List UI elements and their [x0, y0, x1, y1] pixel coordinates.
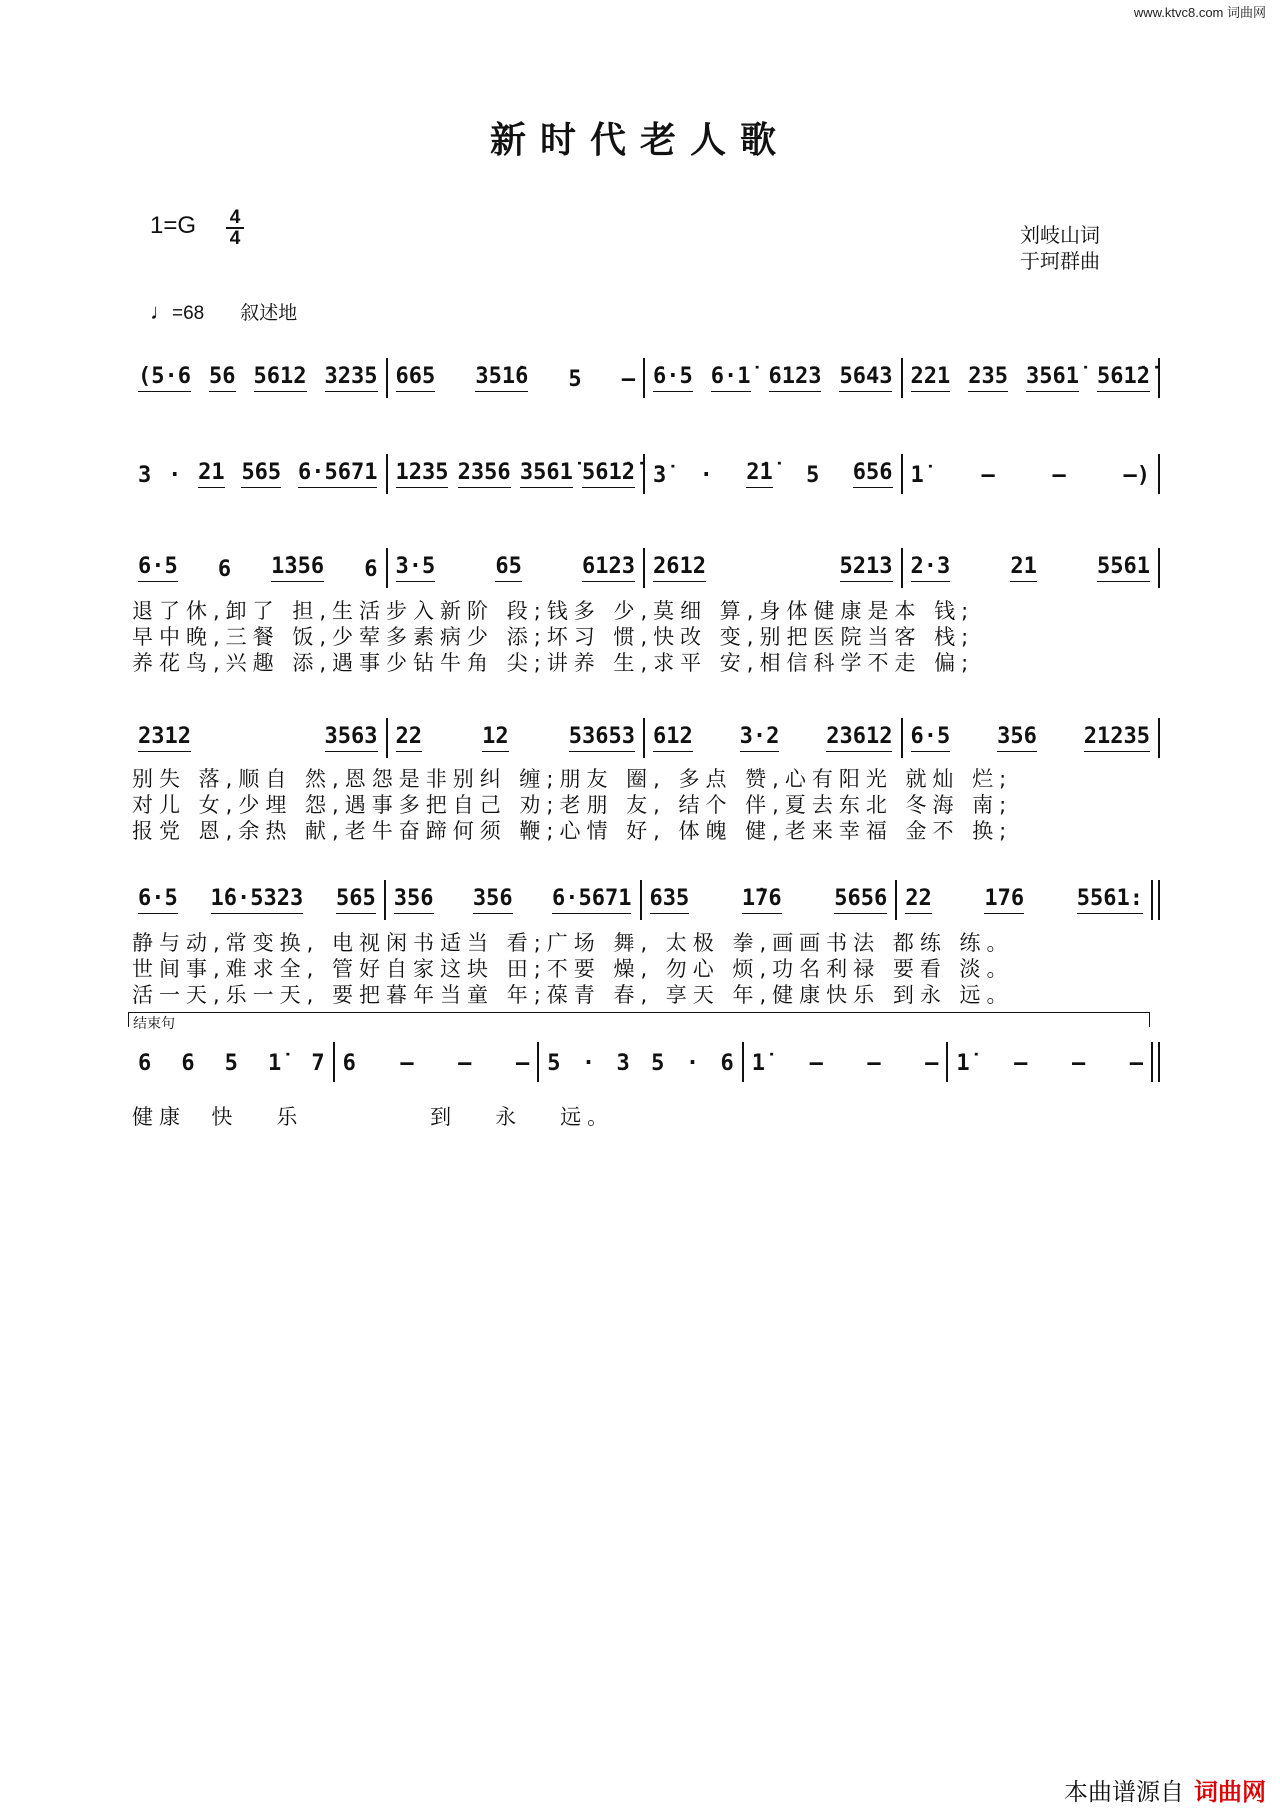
- barline: [1158, 358, 1160, 398]
- note-group: 23612: [826, 724, 892, 752]
- note-group: 6: [217, 557, 232, 582]
- measure: [130, 880, 384, 920]
- note-group: –: [981, 463, 995, 488]
- note-group: 6·5: [138, 554, 178, 582]
- time-sig-bottom: 4: [229, 228, 241, 249]
- staff-6: [130, 1042, 1160, 1082]
- note-group: 565: [336, 886, 376, 914]
- site-url: www.ktvc8.com 词曲网: [1133, 5, 1266, 20]
- note-group: ·: [581, 1051, 596, 1076]
- note-group: 221: [911, 364, 951, 392]
- note-group: 5: [806, 463, 820, 488]
- note-group: 2356: [458, 460, 511, 488]
- note-group: 2·3: [911, 554, 951, 582]
- lyric-line: 报党 恩,余热 献,老牛奋蹄何须 鞭;心情 好, 体魄 健,老来幸福 金不 换;: [132, 819, 1013, 843]
- note-group: –: [458, 1051, 472, 1076]
- measure: [645, 454, 901, 494]
- note-group: 6123: [769, 364, 822, 392]
- note-group: 2̇1̇: [746, 460, 773, 488]
- note-group: 561̇2̇: [1097, 364, 1150, 392]
- staff-3: [130, 548, 1160, 588]
- measure: [386, 880, 640, 920]
- tempo-bpm: =68: [172, 303, 205, 324]
- lyric-line: 活一天,乐一天, 要把暮年当童 年;葆青 春, 享天 年,健康快乐 到永 远。: [132, 983, 1014, 1007]
- note-group: 6: [342, 1051, 356, 1076]
- lyric-line: 静与动,常变换, 电视闲书适当 看;广场 舞, 太极 拳,画画书法 都练 练。: [132, 931, 1014, 955]
- note-group: –): [1123, 463, 1150, 488]
- note-group: 561̇2̇: [582, 460, 635, 488]
- song-title: 新时代老人歌: [489, 119, 790, 161]
- lyric-line: 别失 落,顺自 然,恩怨是非别纠 缠;朋友 圈, 多点 赞,心有阳光 就灿 烂;: [132, 767, 1013, 791]
- note-group: (5·6: [138, 364, 191, 392]
- expression-mark: 叙述地: [240, 302, 298, 324]
- barline: [1158, 718, 1160, 758]
- measure: [388, 454, 644, 494]
- staff-5: [130, 880, 1160, 920]
- note-group: 12: [482, 724, 509, 752]
- note-group: 1̇: [910, 463, 924, 488]
- note-group: 3563: [325, 724, 378, 752]
- quarter-note-icon: ♩: [150, 299, 172, 324]
- note-group: 6123: [582, 554, 635, 582]
- note-group: 7: [311, 1051, 325, 1076]
- note-group: 56: [209, 364, 236, 392]
- footer-source: 本曲谱源自: [1064, 1778, 1184, 1806]
- measure: [645, 718, 901, 758]
- measure: [388, 718, 644, 758]
- ending-bracket: [128, 1012, 1150, 1032]
- note-group: 3: [138, 463, 152, 488]
- measure: [903, 548, 1159, 588]
- note-group: 5561: [1097, 554, 1150, 582]
- note-group: 356: [394, 886, 434, 914]
- note-group: 5: [651, 1051, 665, 1076]
- note-group: ·: [168, 463, 182, 488]
- time-sig-top: 4: [229, 207, 241, 228]
- measure: [642, 880, 896, 920]
- note-group: –: [1071, 1051, 1086, 1076]
- note-group: 5612: [254, 364, 307, 392]
- note-group: 6: [138, 1051, 152, 1076]
- tempo-marking: [150, 298, 297, 325]
- note-group: 235: [968, 364, 1008, 392]
- note-group: 5: [568, 367, 582, 392]
- note-group: 1̇: [956, 1051, 970, 1076]
- note-group: 1̇76: [742, 886, 782, 914]
- lyric-line: 养花鸟,兴趣 添,遇事少钻牛角 尖;讲养 生,求平 安,相信科学不走 偏;: [132, 651, 975, 675]
- note-group: 1̇: [267, 1051, 282, 1076]
- note-group: 5561:: [1077, 886, 1143, 914]
- note-group: 1̇356: [271, 554, 324, 582]
- footer: [1064, 1772, 1266, 1807]
- ending-label: 结束句: [133, 1016, 175, 1032]
- note-group: 5213: [840, 554, 893, 582]
- barline: [1158, 548, 1160, 588]
- measure: [903, 718, 1159, 758]
- key-signature: 1=G: [150, 212, 197, 239]
- note-group: 176: [984, 886, 1024, 914]
- note-group: 22: [396, 724, 423, 752]
- footer-brand: 词曲网: [1194, 1778, 1266, 1806]
- note-group: 6·5: [138, 886, 178, 914]
- note-group: 6·1̇: [711, 364, 751, 392]
- lyric-line: 退了休,卸了 担,生活步入新阶 段;钱多 少,莫细 算,身体健康是本 钱;: [132, 599, 975, 623]
- note-group: 612: [653, 724, 693, 752]
- measure: [388, 548, 644, 588]
- lyric-line: 对儿 女,少埋 怨,遇事多把自己 劝;老朋 友, 结个 伴,夏去东北 冬海 南;: [132, 793, 1013, 817]
- note-group: ·: [685, 1051, 700, 1076]
- note-group: 22: [905, 886, 932, 914]
- measure: [539, 1042, 742, 1082]
- note-group: 356: [473, 886, 513, 914]
- staff-1: [130, 358, 1160, 398]
- lyricist: 刘岐山词: [1020, 223, 1100, 247]
- note-group: 6·5671: [552, 886, 631, 914]
- note-group: –: [1129, 1051, 1143, 1076]
- time-signature: [226, 208, 244, 248]
- lyric-line: 早中晚,三餐 饭,少荤多素病少 添;坏习 惯,快改 变,别把医院当客 栈;: [132, 625, 975, 649]
- note-group: 2612: [653, 554, 706, 582]
- measure: [130, 358, 386, 398]
- measure: [903, 358, 1159, 398]
- lyrics-block-2: [132, 766, 1160, 844]
- note-group: –: [925, 1051, 939, 1076]
- note-group: 6·5: [911, 724, 951, 752]
- note-group: –: [1014, 1051, 1028, 1076]
- measure: [948, 1042, 1151, 1082]
- note-group: 21: [198, 460, 225, 488]
- note-group: 21235: [1084, 724, 1150, 752]
- note-group: 5: [547, 1051, 561, 1076]
- note-group: 656: [853, 460, 893, 488]
- staff-4: [130, 718, 1160, 758]
- note-group: –: [400, 1051, 414, 1076]
- note-group: 1̇: [751, 1051, 766, 1076]
- measure: [130, 548, 386, 588]
- lyric-line: 世间事,难求全, 管好自家这块 田;不要 燥, 勿心 烦,功名利禄 要看 淡。: [132, 957, 1014, 981]
- note-group: 6: [720, 1051, 734, 1076]
- note-group: 3̇: [653, 463, 667, 488]
- note-group: 356: [997, 724, 1037, 752]
- note-group: 665: [396, 364, 436, 392]
- note-group: 6·5671: [298, 460, 377, 488]
- note-group: 5: [224, 1051, 238, 1076]
- measure: [645, 548, 901, 588]
- note-group: 351̇6: [475, 364, 528, 392]
- note-group: 6·5: [653, 364, 693, 392]
- measure: [388, 358, 644, 398]
- lyrics-block-4: [132, 1104, 1160, 1130]
- note-group: 2312: [138, 724, 191, 752]
- note-group: 635: [650, 886, 690, 914]
- measure: [130, 454, 386, 494]
- note-group: 3: [616, 1051, 630, 1076]
- lyrics-block-3: [132, 930, 1160, 1008]
- note-group: 6: [181, 1051, 195, 1076]
- note-group: –: [1052, 463, 1066, 488]
- measure: [903, 454, 1159, 494]
- note-group: 1235: [396, 460, 449, 488]
- measure: [744, 1042, 947, 1082]
- note-group: –: [621, 367, 635, 392]
- measure: [130, 718, 386, 758]
- double-barline: [1151, 1042, 1160, 1082]
- barline: [1158, 454, 1160, 494]
- note-group: 3561̇: [520, 460, 573, 488]
- note-group: 3·5: [396, 554, 436, 582]
- measure: [130, 1042, 333, 1082]
- note-group: 3·2: [740, 724, 780, 752]
- note-group: 5656: [834, 886, 887, 914]
- note-group: 565: [241, 460, 281, 488]
- measure: [335, 1042, 538, 1082]
- lyric-line: 健康 快 乐 到 永 远。: [132, 1105, 615, 1129]
- measure: [897, 880, 1151, 920]
- measure: [645, 358, 901, 398]
- note-group: –: [867, 1051, 881, 1076]
- composer: 于珂群曲: [1020, 249, 1100, 273]
- double-barline: [1151, 880, 1160, 920]
- note-group: 6: [364, 557, 378, 582]
- note-group: 53653: [569, 724, 635, 752]
- note-group: 65: [495, 554, 522, 582]
- staff-2: [130, 454, 1160, 494]
- note-group: –: [515, 1051, 530, 1076]
- note-group: 3561̇: [1026, 364, 1079, 392]
- note-group: 21: [1010, 554, 1037, 582]
- note-group: ·: [699, 463, 713, 488]
- note-group: 5643: [839, 364, 892, 392]
- lyrics-block-1: [132, 598, 1160, 676]
- note-group: 3235: [325, 364, 378, 392]
- credits: [1020, 222, 1100, 274]
- note-group: –: [809, 1051, 823, 1076]
- note-group: 1̇6·5323: [211, 886, 304, 914]
